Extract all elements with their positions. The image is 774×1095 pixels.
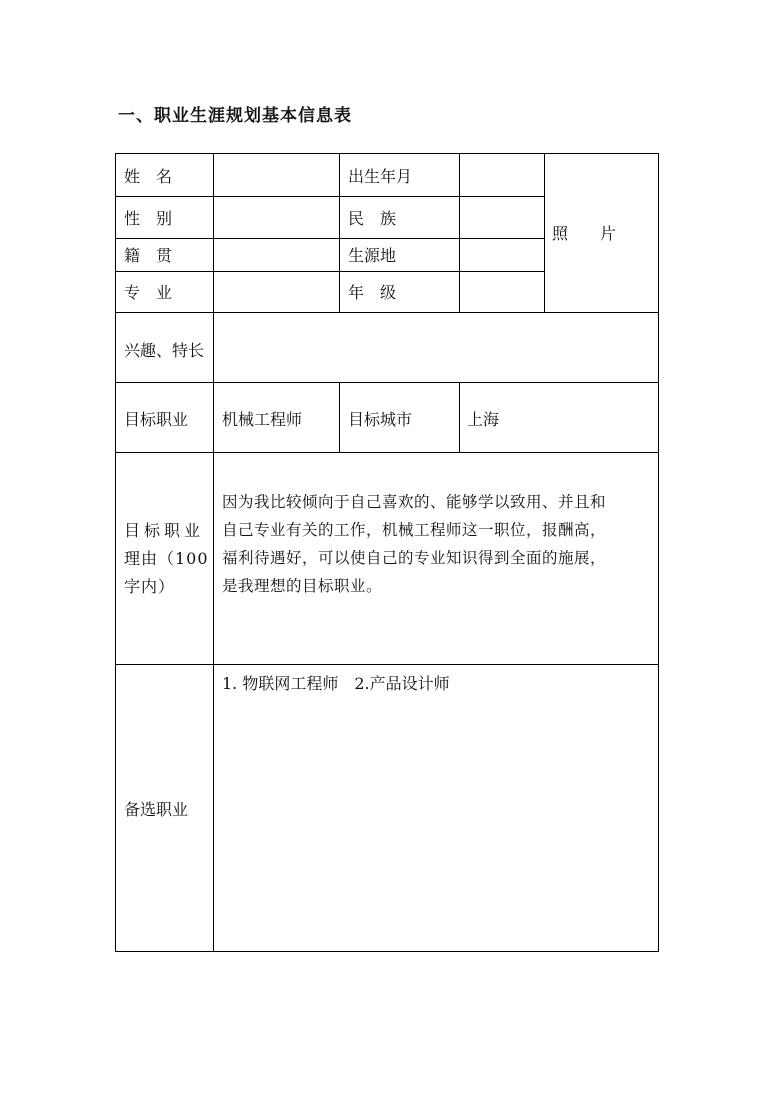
label-birth: 出生年月 <box>348 167 413 186</box>
label-reason-line2: 理由（100 <box>124 549 209 568</box>
reason-line-4: 是我理想的目标职业。 <box>222 577 383 595</box>
label-alternatives: 备选职业 <box>124 800 189 819</box>
label-interests: 兴趣、特长 <box>124 341 205 360</box>
photo-placeholder[interactable]: 照 片 <box>552 224 617 243</box>
target-job-field[interactable]: 机械工程师 <box>222 410 303 429</box>
label-target-job: 目标职业 <box>124 410 189 429</box>
label-hometown: 籍 贯 <box>124 246 173 265</box>
form-title: 一、职业生涯规划基本信息表 <box>118 106 352 126</box>
label-gender: 性 别 <box>124 209 173 228</box>
label-major: 专 业 <box>124 283 173 302</box>
label-origin: 生源地 <box>348 246 397 265</box>
reason-line-1: 因为我比较倾向于自己喜欢的、能够学以致用、并且和 <box>222 493 607 511</box>
label-target-city: 目标城市 <box>348 410 413 429</box>
reason-line-2: 自己专业有关的工作，机械工程师这一职位，报酬高， <box>222 521 607 539</box>
alternatives-field[interactable]: 1. 物联网工程师 2.产品设计师 <box>222 674 450 693</box>
label-reason <box>124 517 212 601</box>
label-ethnicity: 民 族 <box>348 209 397 228</box>
reason-line-3: 福利待遇好，可以使自己的专业知识得到全面的施展， <box>222 549 607 567</box>
reason-field[interactable] <box>222 488 658 600</box>
target-city-field[interactable]: 上海 <box>467 410 500 429</box>
label-name: 姓 名 <box>124 167 173 186</box>
label-reason-line1: 目标职业 <box>124 521 205 540</box>
label-grade: 年 级 <box>348 283 397 302</box>
label-reason-line3: 字内） <box>124 577 176 596</box>
